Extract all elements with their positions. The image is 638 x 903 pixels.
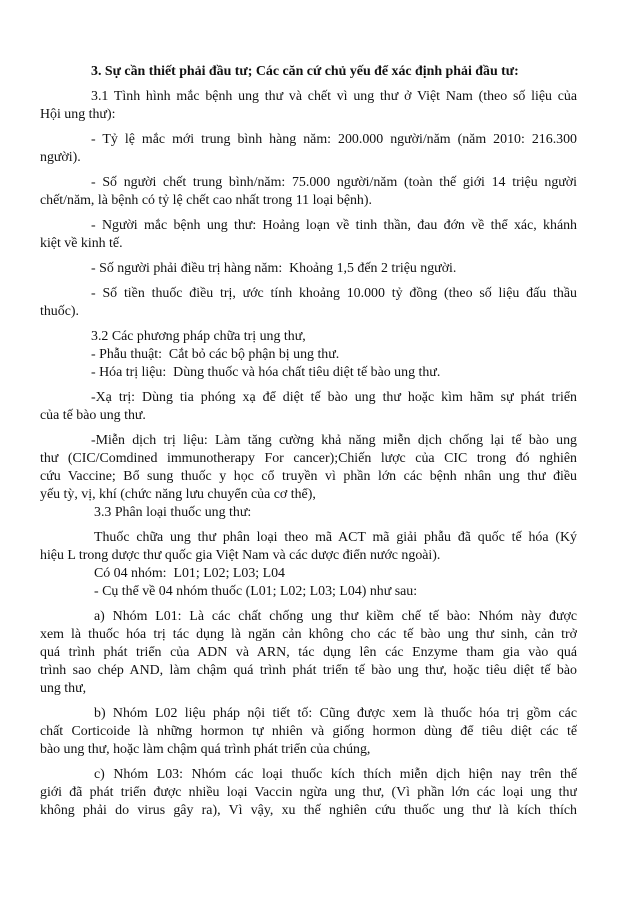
text-line: - Tỷ lệ mắc mới trung bình hàng năm: 200.000 người/năm (năm 2010: 216.300 [91, 132, 577, 147]
text-line: bào ung thư, hoặc làm chậm quá trình phát triển của chúng, [40, 742, 371, 757]
text-line: chất Corticoide là những hormon tự nhiên và giống hormon dùng để tiêu diệt các tế [40, 724, 577, 739]
text-line: c) Nhóm L03: Nhóm các loại thuốc kích thích miễn dịch hiện nay trên thế [94, 767, 577, 782]
section-heading: 3. Sự cần thiết phải đầu tư; Các căn cứ chủ yếu để xác định phải đầu tư: [91, 64, 519, 79]
text-line: -Xạ trị: Dùng tia phóng xạ để diệt tế bào ung thư hoặc kìm hãm sự phát triển [91, 390, 577, 405]
text-line: giới đã phát triển được nhiều loại Vaccin ngừa ung thư, (Vì phần lớn các loại ung thư [40, 785, 577, 800]
text-line: trình sao chép AND, làm chậm quá trình phát triển tế bào ung thư, hoặc tiêu diệt tế bào [40, 663, 577, 678]
text-line: kiệt về kinh tế. [40, 236, 123, 251]
text-line: cứu Vaccine; Bổ sung thuốc y học cổ truyền vì phần lớn các bệnh nhân ung thư điều [40, 469, 577, 484]
text-line: thư (CIC/Comdined immunotherapy For cancer);Chiến lược của CIC trong đó nghiên [40, 451, 577, 466]
text-line: quá trình phát triển của ADN và ARN, tác dụng lên các Enzyme tham gia vào quá [40, 645, 577, 660]
text-line: - Số người chết trung bình/năm: 75.000 người/năm (toàn thế giới 14 triệu người [91, 175, 577, 190]
text-line: 3.2 Các phương pháp chữa trị ung thư, [91, 329, 306, 344]
text-line: người). [40, 150, 81, 165]
text-line: - Hóa trị liệu: Dùng thuốc và hóa chất tiêu diệt tế bào ung thư. [91, 365, 441, 380]
text-line: Có 04 nhóm: L01; L02; L03; L04 [94, 566, 285, 581]
text-line: -Miễn dịch trị liệu: Làm tăng cường khả năng miễn dịch chống lại tế bào ung [91, 433, 577, 448]
text-line: hiệu L trong dược thư quốc gia Việt Nam và các dược điển nước ngoài). [40, 548, 441, 563]
text-line: xem là thuốc hóa trị tác dụng là ngăn cản không cho các tế bào ung thư sinh, cản trở [40, 627, 577, 642]
text-line: - Phẫu thuật: Cắt bỏ các bộ phận bị ung thư. [91, 347, 340, 362]
text-line: ung thư, [40, 681, 87, 696]
text-line: a) Nhóm L01: Là các chất chống ung thư kiềm chế tế bào: Nhóm này được [94, 609, 577, 624]
text-line: thuốc). [40, 304, 79, 319]
text-line: của tế bào ung thư. [40, 408, 146, 423]
text-line: Hội ung thư): [40, 107, 116, 122]
text-line: - Số người phải điều trị hàng năm: Khoảng 1,5 đến 2 triệu người. [91, 261, 457, 276]
text-line: 3.1 Tình hình mắc bệnh ung thư và chết vì ung thư ở Việt Nam (theo số liệu của [91, 89, 577, 104]
text-line: không phải do virus gây ra), Vì vậy, xu thế nghiên cứu thuốc ung thư là kích thích [40, 803, 577, 818]
text-line: chết/năm, là bệnh có tỷ lệ chết cao nhất trong 11 loại bệnh). [40, 193, 372, 208]
text-line: b) Nhóm L02 liệu pháp nội tiết tố: Cũng được xem là thuốc hóa trị gồm các [94, 706, 577, 721]
text-line: yếu tỳ, vị, khí (chức năng lưu chuyển của cơ thể), [40, 487, 316, 502]
text-line: - Số tiền thuốc điều trị, ước tính khoảng 10.000 tỷ đồng (theo số liệu đấu thầu [91, 286, 577, 301]
text-line: - Người mắc bệnh ung thư: Hoảng loạn về tinh thần, đau đớn về thể xác, khánh [91, 218, 577, 233]
text-line: Thuốc chữa ung thư phân loại theo mã ACT mã giải phẫu đã quốc tế hóa (Ký [94, 530, 577, 545]
text-line: 3.3 Phân loại thuốc ung thư: [94, 505, 252, 520]
text-line: - Cụ thể về 04 nhóm thuốc (L01; L02; L03; L04) như sau: [94, 584, 418, 599]
